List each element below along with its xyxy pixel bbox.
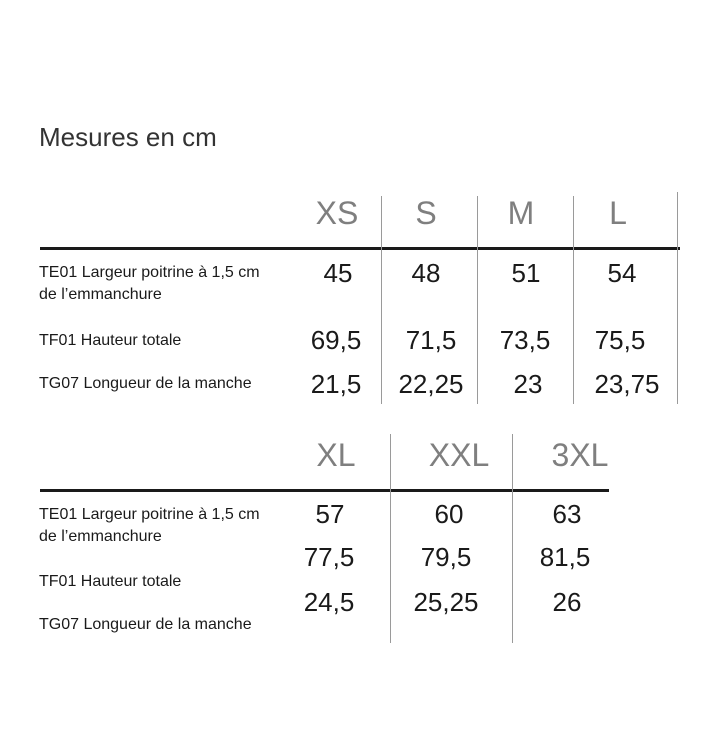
value-cell: 73,5 (499, 325, 551, 355)
value-cell: 69,5 (310, 325, 362, 355)
column-divider (381, 196, 382, 404)
value-cell: 81,5 (539, 542, 591, 572)
row-label-hauteur-totale: TF01 Hauteur totale (39, 332, 182, 349)
row-label-largeur-poitrine: TE01 Largeur poitrine à 1,5 cm de l’emmanchure (39, 264, 260, 303)
row-label-hauteur-totale: TF01 Hauteur totale (39, 573, 182, 590)
value-cell: 24,5 (303, 587, 355, 617)
value-cell: 77,5 (303, 542, 355, 572)
page-title: Mesures en cm (39, 122, 217, 152)
value-cell: 63 (552, 499, 582, 529)
column-divider (390, 434, 391, 643)
value-cell: 54 (607, 258, 637, 288)
row-label-longueur-manche: TG07 Longueur de la manche (39, 375, 252, 392)
row-label-largeur-poitrine: TE01 Largeur poitrine à 1,5 cm de l’emmanchure (39, 506, 260, 545)
table-header-divider (40, 247, 680, 250)
size-header-s: S (415, 195, 437, 231)
value-cell: 23,75 (594, 369, 660, 399)
size-header-3xl: 3XL (551, 437, 609, 473)
column-divider (477, 196, 478, 404)
size-header-xs: XS (315, 195, 359, 231)
value-cell: 60 (434, 499, 464, 529)
value-cell: 75,5 (594, 325, 646, 355)
value-cell: 51 (511, 258, 541, 288)
value-cell: 45 (323, 258, 353, 288)
size-header-xxl: XXL (428, 437, 490, 473)
size-header-m: M (507, 195, 535, 231)
value-cell: 71,5 (405, 325, 457, 355)
column-divider (677, 192, 678, 404)
value-cell: 23 (513, 369, 543, 399)
row-label-longueur-manche: TG07 Longueur de la manche (39, 616, 252, 633)
value-cell: 25,25 (413, 587, 479, 617)
value-cell: 21,5 (310, 369, 362, 399)
value-cell: 48 (411, 258, 441, 288)
table-header-divider (40, 489, 609, 492)
value-cell: 22,25 (398, 369, 464, 399)
column-divider (573, 196, 574, 404)
column-divider (512, 434, 513, 643)
size-header-xl: XL (316, 437, 356, 473)
size-header-l: L (609, 195, 627, 231)
value-cell: 57 (315, 499, 345, 529)
value-cell: 26 (552, 587, 582, 617)
value-cell: 79,5 (420, 542, 472, 572)
